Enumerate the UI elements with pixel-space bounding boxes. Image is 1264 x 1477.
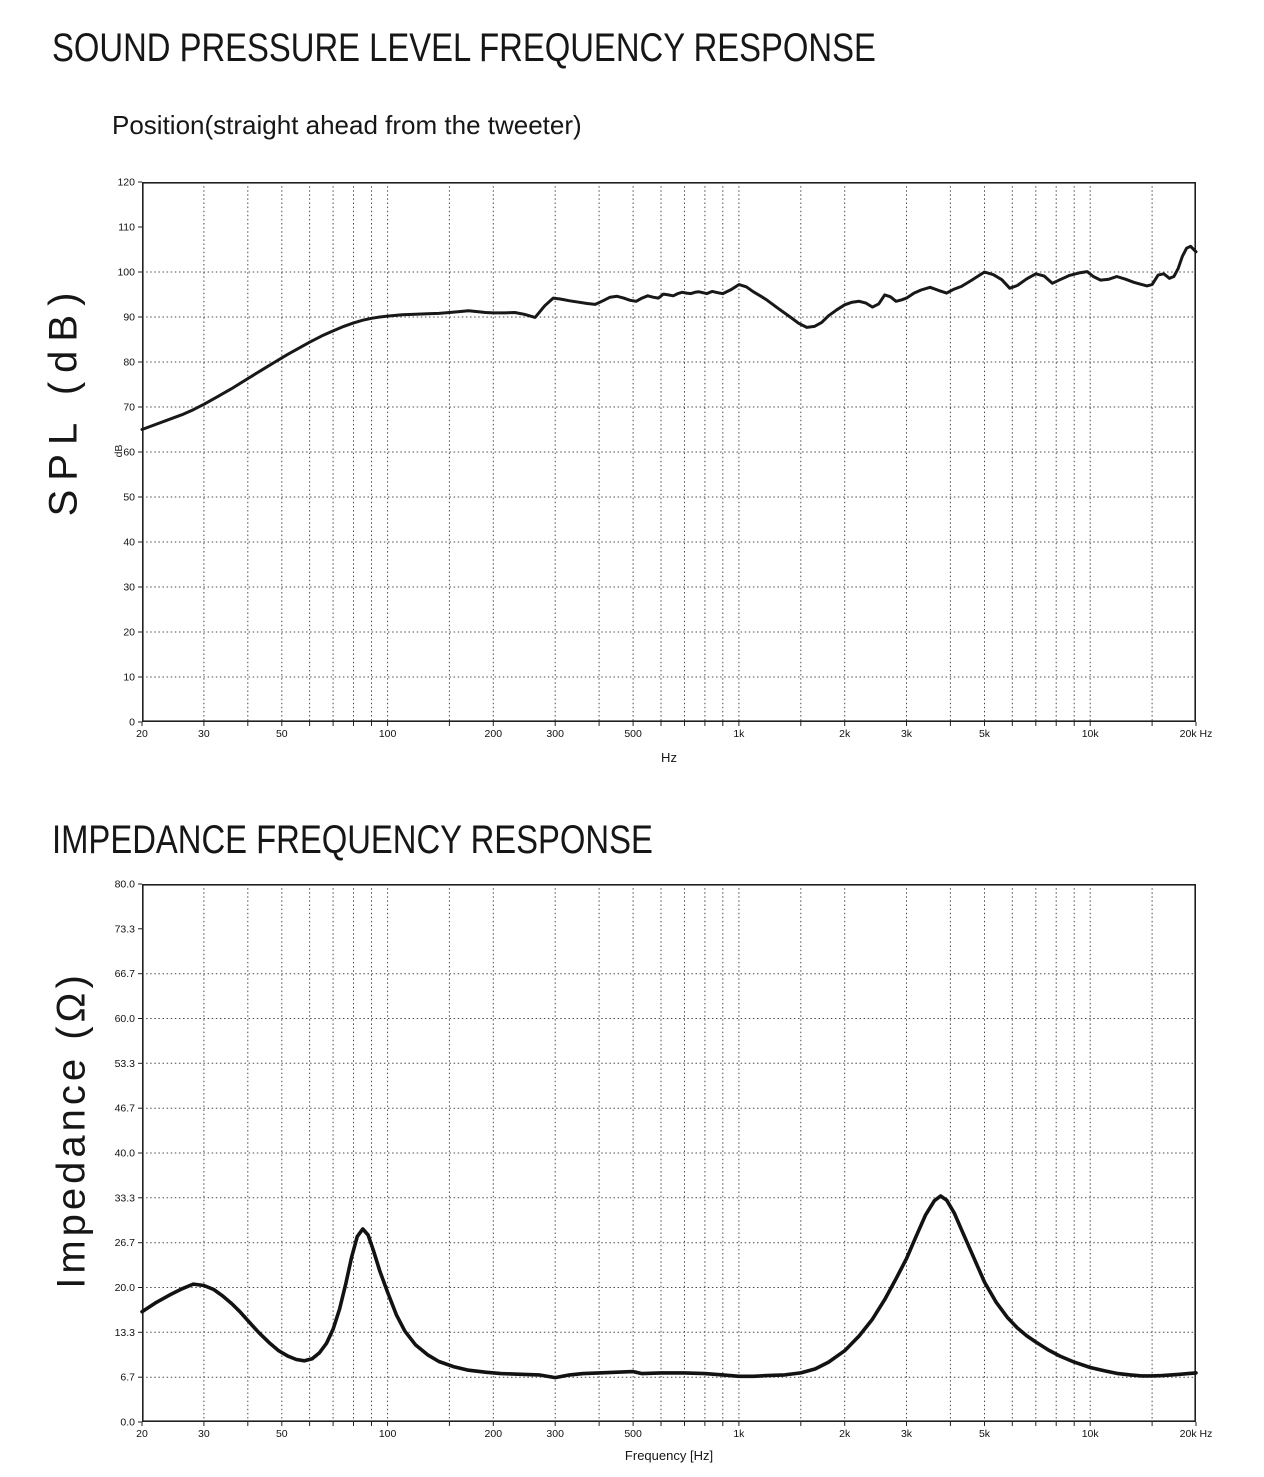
impedance-y-tick-label: 33.3 [114,1192,135,1205]
spl-y-tick-label: 40 [123,536,135,549]
impedance-x-axis-label: Frequency [Hz] [624,1448,714,1463]
impedance-y-tick-label: 26.7 [114,1237,135,1250]
impedance-y-tick-label: 73.3 [114,923,135,936]
impedance-x-tick-label: 500 [624,1428,642,1440]
impedance-y-tick-label: 40.0 [114,1147,135,1160]
impedance-chart-title: IMPEDANCE FREQUENCY RESPONSE [52,818,653,862]
impedance-x-tick-label: 20 [136,1428,148,1440]
impedance-x-tick-label: 200 [484,1428,503,1440]
spl-y-tick-label: 10 [123,671,135,684]
impedance-y-tick-label: 13.3 [114,1326,135,1339]
spl-x-tick-label: 300 [546,728,564,740]
spl-x-tick-label: 1k [733,728,745,740]
spl-y-tick-label: 90 [123,311,135,324]
spl-y-tick-label: 50 [123,491,135,504]
spl-x-tick-label: 100 [378,728,397,740]
spl-x-tick-label: 10k [1081,728,1099,740]
spl-y-tick-label: 0 [129,716,135,729]
impedance-x-tick-label: 30 [198,1428,210,1440]
spl-y-tick-label: 80 [123,356,135,369]
spl-x-tick-label: 30 [198,728,210,740]
spl-y-tick-label: 60 [123,446,135,459]
impedance-y-tick-label: 0.0 [120,1416,135,1429]
impedance-y-tick-label: 20.0 [114,1282,135,1294]
impedance-x-tick-label: 100 [378,1428,397,1440]
impedance-y-tick-label: 80.0 [114,878,135,891]
spl-x-tick-label: 20 [136,728,148,740]
spl-y-axis-unit-label: dB [113,444,125,458]
impedance-x-tick-label: 300 [546,1428,564,1440]
impedance-plot-svg [114,878,1213,1440]
spl-x-tick-label: 20k Hz [1179,728,1213,740]
spl-y-tick-label: 30 [123,581,135,594]
impedance-x-tick-label: 2k [839,1428,851,1440]
spl-y-tick-label: 110 [118,221,135,234]
spl-x-tick-label: 2k [839,728,851,740]
impedance-y-tick-label: 60.0 [114,1013,135,1025]
spl-chart-title: SOUND PRESSURE LEVEL FREQUENCY RESPONSE [52,26,876,70]
spl-x-tick-label: 3k [900,728,913,740]
impedance-plot-border [143,885,1195,1421]
impedance-x-tick-label: 1k [733,1428,745,1440]
spl-response-curve [142,246,1196,429]
spl-x-tick-label: 500 [624,728,642,740]
impedance-y-axis-label: Impedance (Ω) [49,971,94,1289]
impedance-frequency-response-chart [114,878,1213,1440]
impedance-y-tick-label: 6.7 [120,1371,135,1384]
impedance-y-tick-label: 53.3 [114,1057,135,1070]
spl-x-axis-label: Hz [661,750,677,765]
impedance-x-tick-label: 20k Hz [1179,1428,1213,1440]
impedance-x-tick-label: 3k [900,1428,913,1440]
impedance-y-tick-label: 46.7 [114,1102,135,1115]
spl-chart-subtitle: Position(straight ahead from the tweeter) [112,110,582,140]
spl-x-tick-label: 5k [978,728,991,740]
spl-x-tick-label: 200 [484,728,503,740]
impedance-tick-labels [115,879,1213,1441]
spl-grid [142,182,1196,722]
spl-y-tick-label: 70 [123,401,135,414]
spl-x-tick-label: 50 [275,728,288,740]
spl-y-tick-label: 20 [123,626,135,639]
spl-y-tick-label: 120 [117,176,135,189]
impedance-y-tick-label: 66.7 [114,968,135,981]
impedance-x-tick-label: 5k [978,1428,991,1440]
spl-axis-ticks [138,182,1196,726]
impedance-response-curve [142,1196,1196,1378]
spl-plot-border [143,183,1195,721]
spl-y-axis-label: SPL (dB) [41,283,86,517]
impedance-x-tick-label: 10k [1081,1428,1099,1440]
spl-y-tick-label: 100 [117,266,135,279]
impedance-x-tick-label: 50 [275,1428,288,1440]
